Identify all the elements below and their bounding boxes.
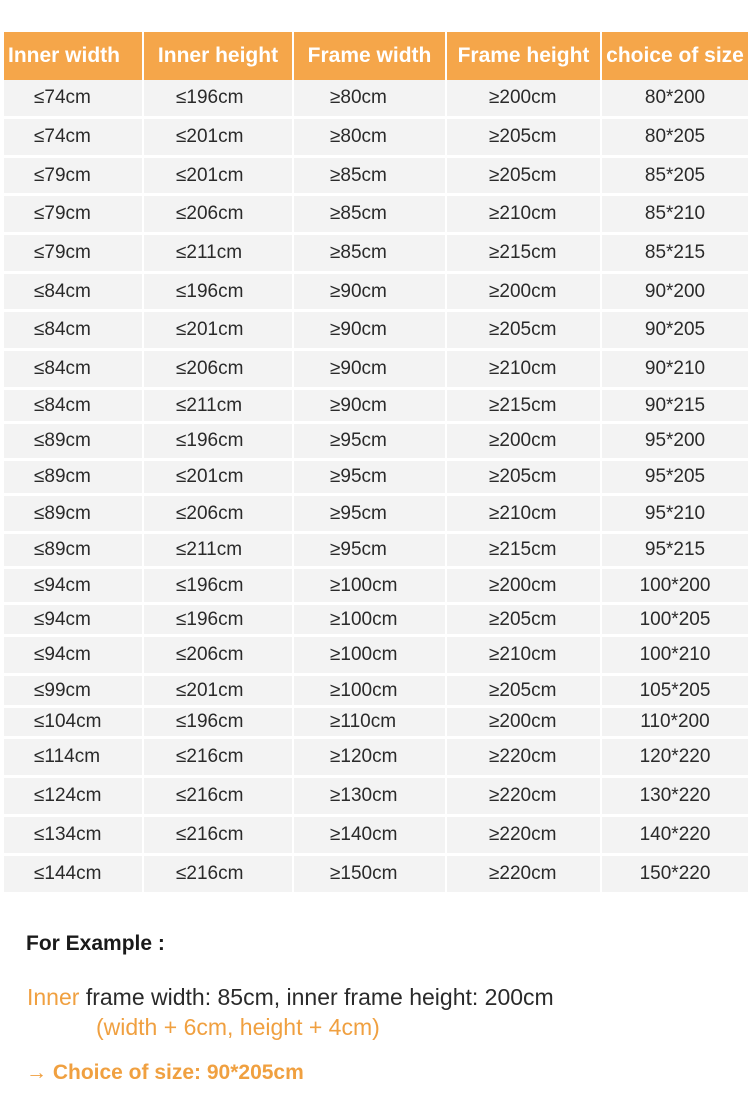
- cell-frame-width: ≥85cm: [294, 196, 447, 235]
- example-inner-highlight: Inner: [27, 984, 80, 1010]
- cell-choice-of-size: 90*205: [602, 312, 748, 351]
- cell-inner-height: ≤206cm: [144, 196, 294, 235]
- cell-inner-height: ≤201cm: [144, 461, 294, 496]
- table-row: [4, 739, 748, 778]
- header-inner-width: Inner width: [4, 32, 144, 80]
- cell-choice-of-size: 85*205: [602, 158, 748, 196]
- example-line-1: [27, 984, 554, 1011]
- cell-inner-width: ≤89cm: [4, 424, 144, 461]
- cell-frame-width: ≥130cm: [294, 778, 447, 817]
- cell-inner-height: ≤196cm: [144, 605, 294, 637]
- cell-inner-width: ≤84cm: [4, 351, 144, 390]
- cell-choice-of-size: 130*220: [602, 778, 748, 817]
- table-header-row: [4, 32, 748, 80]
- cell-frame-width: ≥85cm: [294, 235, 447, 274]
- cell-frame-width: ≥150cm: [294, 856, 447, 895]
- cell-frame-height: ≥220cm: [447, 778, 602, 817]
- header-choice-of-size: choice of size: [602, 32, 748, 80]
- cell-inner-width: ≤89cm: [4, 496, 144, 534]
- cell-inner-height: ≤201cm: [144, 312, 294, 351]
- cell-inner-width: ≤94cm: [4, 605, 144, 637]
- table-row: [4, 676, 748, 708]
- cell-frame-width: ≥95cm: [294, 496, 447, 534]
- header-frame-height: Frame height: [447, 32, 602, 80]
- cell-choice-of-size: 100*210: [602, 637, 748, 676]
- cell-choice-of-size: 95*205: [602, 461, 748, 496]
- cell-inner-height: ≤211cm: [144, 390, 294, 424]
- cell-inner-width: ≤89cm: [4, 461, 144, 496]
- cell-inner-height: ≤216cm: [144, 817, 294, 856]
- table-row: [4, 637, 748, 676]
- table-row: [4, 158, 748, 196]
- cell-frame-height: ≥210cm: [447, 637, 602, 676]
- cell-inner-height: ≤196cm: [144, 424, 294, 461]
- table-row: [4, 605, 748, 637]
- cell-frame-height: ≥220cm: [447, 817, 602, 856]
- cell-inner-height: ≤201cm: [144, 119, 294, 158]
- cell-inner-height: ≤206cm: [144, 496, 294, 534]
- cell-frame-height: ≥220cm: [447, 856, 602, 895]
- cell-inner-width: ≤94cm: [4, 637, 144, 676]
- cell-frame-width: ≥110cm: [294, 708, 447, 739]
- cell-frame-width: ≥90cm: [294, 312, 447, 351]
- cell-inner-height: ≤216cm: [144, 856, 294, 895]
- table-row: [4, 569, 748, 605]
- cell-inner-width: ≤84cm: [4, 274, 144, 312]
- cell-inner-height: ≤201cm: [144, 676, 294, 708]
- cell-frame-height: ≥205cm: [447, 461, 602, 496]
- cell-frame-height: ≥205cm: [447, 676, 602, 708]
- table-body: [4, 80, 748, 895]
- example-line-2: (width + 6cm, height + 4cm): [96, 1014, 380, 1040]
- cell-inner-width: ≤84cm: [4, 390, 144, 424]
- table-row: [4, 856, 748, 895]
- cell-inner-width: ≤114cm: [4, 739, 144, 778]
- cell-frame-height: ≥220cm: [447, 739, 602, 778]
- cell-frame-height: ≥200cm: [447, 708, 602, 739]
- cell-choice-of-size: 100*200: [602, 569, 748, 605]
- table-row: [4, 119, 748, 158]
- cell-inner-width: ≤89cm: [4, 534, 144, 569]
- cell-frame-height: ≥205cm: [447, 312, 602, 351]
- example-title: For Example :: [26, 932, 165, 955]
- cell-choice-of-size: 80*200: [602, 80, 748, 119]
- example-line-1-text: frame width: 85cm, inner frame height: 200cm: [79, 984, 554, 1010]
- cell-frame-width: ≥100cm: [294, 637, 447, 676]
- cell-inner-width: ≤134cm: [4, 817, 144, 856]
- cell-inner-width: ≤104cm: [4, 708, 144, 739]
- cell-frame-height: ≥210cm: [447, 196, 602, 235]
- cell-frame-width: ≥95cm: [294, 461, 447, 496]
- cell-inner-height: ≤216cm: [144, 778, 294, 817]
- table-row: [4, 534, 748, 569]
- cell-frame-height: ≥205cm: [447, 605, 602, 637]
- cell-inner-width: ≤74cm: [4, 80, 144, 119]
- cell-frame-height: ≥200cm: [447, 80, 602, 119]
- cell-frame-height: ≥200cm: [447, 569, 602, 605]
- cell-frame-width: ≥80cm: [294, 119, 447, 158]
- cell-inner-height: ≤206cm: [144, 637, 294, 676]
- cell-inner-width: ≤94cm: [4, 569, 144, 605]
- cell-frame-width: ≥140cm: [294, 817, 447, 856]
- cell-inner-height: ≤211cm: [144, 534, 294, 569]
- cell-frame-width: ≥90cm: [294, 390, 447, 424]
- cell-frame-height: ≥205cm: [447, 119, 602, 158]
- cell-inner-width: ≤74cm: [4, 119, 144, 158]
- example-result: → Choice of size: 90*205cm: [26, 1061, 304, 1084]
- cell-choice-of-size: 140*220: [602, 817, 748, 856]
- cell-inner-height: ≤201cm: [144, 158, 294, 196]
- cell-frame-height: ≥210cm: [447, 351, 602, 390]
- table-row: [4, 80, 748, 119]
- cell-choice-of-size: 85*215: [602, 235, 748, 274]
- cell-frame-height: ≥215cm: [447, 390, 602, 424]
- cell-frame-width: ≥95cm: [294, 424, 447, 461]
- cell-choice-of-size: 105*205: [602, 676, 748, 708]
- cell-frame-height: ≥200cm: [447, 424, 602, 461]
- table-row: [4, 817, 748, 856]
- table-row: [4, 351, 748, 390]
- cell-inner-width: ≤79cm: [4, 158, 144, 196]
- cell-frame-width: ≥100cm: [294, 605, 447, 637]
- cell-choice-of-size: 95*215: [602, 534, 748, 569]
- cell-choice-of-size: 80*205: [602, 119, 748, 158]
- cell-frame-height: ≥200cm: [447, 274, 602, 312]
- cell-frame-width: ≥100cm: [294, 676, 447, 708]
- cell-choice-of-size: 110*200: [602, 708, 748, 739]
- cell-inner-height: ≤196cm: [144, 708, 294, 739]
- cell-frame-height: ≥210cm: [447, 496, 602, 534]
- table-row: [4, 235, 748, 274]
- cell-frame-height: ≥215cm: [447, 534, 602, 569]
- table-row: [4, 312, 748, 351]
- cell-frame-width: ≥95cm: [294, 534, 447, 569]
- cell-inner-height: ≤216cm: [144, 739, 294, 778]
- cell-inner-height: ≤196cm: [144, 274, 294, 312]
- table-row: [4, 708, 748, 739]
- cell-frame-height: ≥205cm: [447, 158, 602, 196]
- cell-frame-width: ≥80cm: [294, 80, 447, 119]
- cell-choice-of-size: 85*210: [602, 196, 748, 235]
- cell-choice-of-size: 90*215: [602, 390, 748, 424]
- cell-frame-width: ≥120cm: [294, 739, 447, 778]
- cell-frame-height: ≥215cm: [447, 235, 602, 274]
- cell-inner-height: ≤196cm: [144, 80, 294, 119]
- cell-frame-width: ≥90cm: [294, 351, 447, 390]
- table-row: [4, 274, 748, 312]
- cell-choice-of-size: 90*200: [602, 274, 748, 312]
- cell-choice-of-size: 150*220: [602, 856, 748, 895]
- table-row: [4, 778, 748, 817]
- cell-choice-of-size: 100*205: [602, 605, 748, 637]
- cell-inner-width: ≤79cm: [4, 196, 144, 235]
- header-inner-height: Inner height: [144, 32, 294, 80]
- cell-choice-of-size: 95*200: [602, 424, 748, 461]
- cell-inner-width: ≤124cm: [4, 778, 144, 817]
- cell-inner-width: ≤79cm: [4, 235, 144, 274]
- cell-inner-width: ≤84cm: [4, 312, 144, 351]
- table-row: [4, 390, 748, 424]
- table-row: [4, 196, 748, 235]
- cell-choice-of-size: 90*210: [602, 351, 748, 390]
- header-frame-width: Frame width: [294, 32, 447, 80]
- cell-choice-of-size: 120*220: [602, 739, 748, 778]
- cell-frame-width: ≥85cm: [294, 158, 447, 196]
- cell-inner-height: ≤211cm: [144, 235, 294, 274]
- table-row: [4, 424, 748, 461]
- cell-frame-width: ≥90cm: [294, 274, 447, 312]
- table-row: [4, 496, 748, 534]
- cell-frame-width: ≥100cm: [294, 569, 447, 605]
- cell-inner-width: ≤99cm: [4, 676, 144, 708]
- cell-inner-width: ≤144cm: [4, 856, 144, 895]
- cell-inner-height: ≤206cm: [144, 351, 294, 390]
- size-table: [4, 32, 748, 895]
- table-row: [4, 461, 748, 496]
- cell-choice-of-size: 95*210: [602, 496, 748, 534]
- cell-inner-height: ≤196cm: [144, 569, 294, 605]
